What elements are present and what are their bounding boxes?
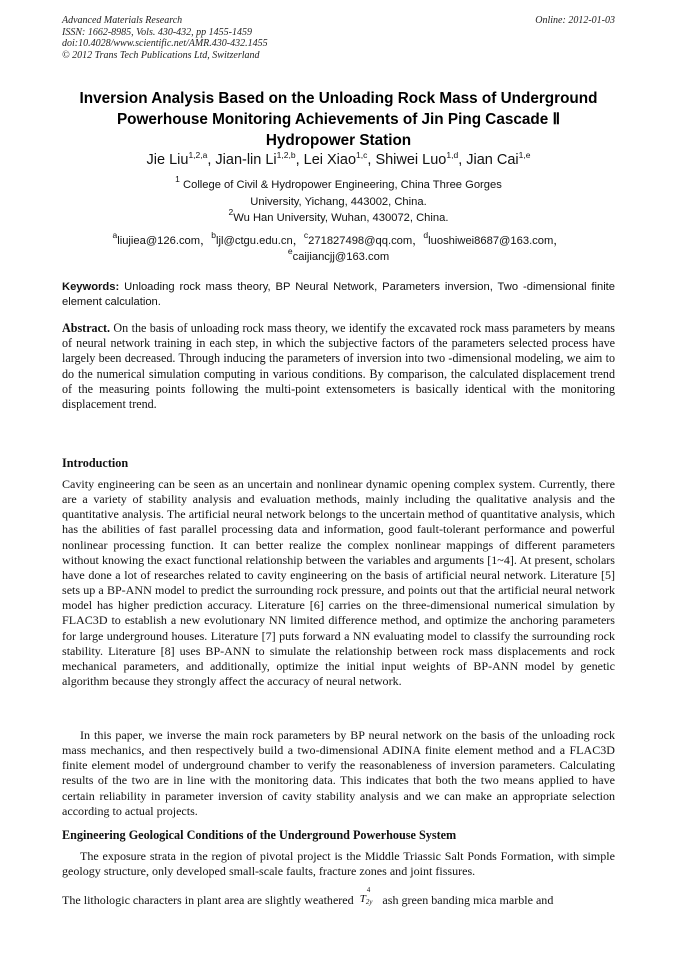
keywords-text: Unloading rock mass theory, BP Neural Network, Parameters inversion, Two -dimensional finite element calculation. xyxy=(62,281,616,308)
journal-name: Advanced Materials Research xyxy=(62,15,183,26)
affiliation-1: $^1$ College of Civil & Hydropower Engineering, China Three Gorges xyxy=(175,174,502,191)
email-link[interactable]: $^c$271827498@qq.com xyxy=(303,230,413,247)
introduction-heading: Introduction xyxy=(62,456,129,470)
journal-header xyxy=(62,15,615,61)
abstract xyxy=(62,321,615,412)
abstract-label: Abstract. xyxy=(62,321,111,335)
email-list xyxy=(62,230,615,265)
title-line-2: Powerhouse Monitoring Achievements of Jin Ping Cascade Ⅱ xyxy=(116,111,560,128)
keywords-label: Keywords: xyxy=(62,281,120,293)
author-list xyxy=(62,150,615,170)
affiliations xyxy=(62,174,615,227)
author: Jian Cai$^{1,e}$ xyxy=(466,150,531,168)
geology-heading: Engineering Geological Conditions of the Underground Powerhouse System xyxy=(62,828,457,842)
author: Jie Liu$^{1,2,a}$, xyxy=(146,150,216,168)
geology-paragraph-1: The exposure strata in the region of pivotal project is the Middle Triassic Salt Ponds Formation, with simple geology structure, only developed small-scale faults, fracture zones and joint fissures. xyxy=(62,849,615,879)
email-link[interactable]: $^e$caijiancjj@163.com xyxy=(287,246,390,263)
affiliation-2: $^2$Wu Han University, Wuhan, 430072, China. xyxy=(228,207,449,224)
stratum-formula: T 4 $_{2y}$ xyxy=(359,886,373,906)
author: Shiwei Luo$^{1,d}$, xyxy=(375,150,467,168)
author: Lei Xiao$^{1,c}$, xyxy=(303,150,376,168)
title-line-1: Inversion Analysis Based on the Unloading Rock Mass of Underground xyxy=(79,90,598,107)
paper-title xyxy=(62,88,615,151)
introduction-paragraph-1: Cavity engineering can be seen as an uncertain and nonlinear dynamic opening complex system. Currently, there are a variety of stability analysis and evaluation methods, mainly including the qualitative analysis and the quantitative analysis. The artificial neural network belongs to the uncertain method of quantitative analysis, which has the abilities of fast parallel processing data and information, good fault-tolerant performance and powerful nonlinear processing function. It can better realize the complex nonlinear mappings of different parameters without knowing the exact functional relationship between the variables and arguments [1~4]. At present, scholars have done a lot of researches related to cavity engineering on the basis of artificial neural network. Literature [5] sets up a BP-ANN model to predict the surrounding rock pressure, and points out that the artificial neural network model has higher prediction accuracy. Literature [6] carries on the three-dimensional numerical simulation by FLAC3D to establish a new evolutionary NN limited difference method, and optimize the anchoring parameters for large underground houses. Literature [7] puts forward a NN evaluating model to classify the surrounding rock stability. Literature [8] uses BP-ANN to simulate the relationship between rock mass displacements and rock mechanical parameters, and additionally, optimize the initial input weights of BP-ANN model by genetic algorithm because they strongly affect the accuracy of neural network. xyxy=(62,477,615,689)
title-line-3: Hydropower Station xyxy=(265,132,412,149)
email-link[interactable]: $^b$ljl@ctgu.edu.cn xyxy=(211,230,293,247)
copyright-line: © 2012 Trans Tech Publications Ltd, Switzerland xyxy=(62,49,260,61)
affiliation-1-cont: University, Yichang, 443002, China. xyxy=(250,195,427,208)
email-link[interactable]: $^d$luoshiwei8687@163.com xyxy=(423,230,554,247)
keywords xyxy=(62,280,615,310)
issn-line: ISSN: 1662-8985, Vols. 430-432, pp 1455-1459 xyxy=(62,26,252,38)
doi-line[interactable]: doi:10.4028/www.scientific.net/AMR.430-432.1455 xyxy=(62,38,268,49)
email-link[interactable]: $^a$liujiea@126.com xyxy=(112,230,201,247)
author: Jian-lin Li$^{1,2,b}$, xyxy=(215,150,304,168)
introduction-paragraph-2: In this paper, we inverse the main rock parameters by BP neural network on the basis of the unloading rock mass mechanics, and then respectively build a two-dimensional ADINA finite element method and a FLAC3D finite element model of underground chamber to verify the reasonableness of inversion parameters. Calculating results of the two are in line with the monitoring data. This indicates that both the two means applied to have certain reliability in parameter inversion of cavity stability analysis and we can make an appropriate selection according to actual projects. xyxy=(62,728,615,818)
online-date: Online: 2012-01-03 xyxy=(535,15,615,26)
email-line-1: $^a$liujiea@126.com，$^b$ljl@ctgu.edu.cn，$^c$271827498@qq.com，$^d$luoshiwei8687@163.com， xyxy=(112,230,565,247)
geology-paragraph-2: The lithologic characters in plant area are slightly weathered T 4 $_{2y}$ ash green banding mica marble and xyxy=(62,888,615,913)
abstract-text: On the basis of unloading rock mass theory, we identify the excavated rock mass parameters by means of neural network training in each step, in which the subjective factors of the parameters selected process have largely been decreased. Through inducing the parameters of inversion into two -dimensional modeling, we aim to do the numerical simulation computing in various conditions. By comparison, the calculated displacement trend of the measuring points following the multi-point extensometers is basically identical with the monitoring displacement trend. xyxy=(62,321,615,412)
email-line-2 xyxy=(62,246,615,265)
